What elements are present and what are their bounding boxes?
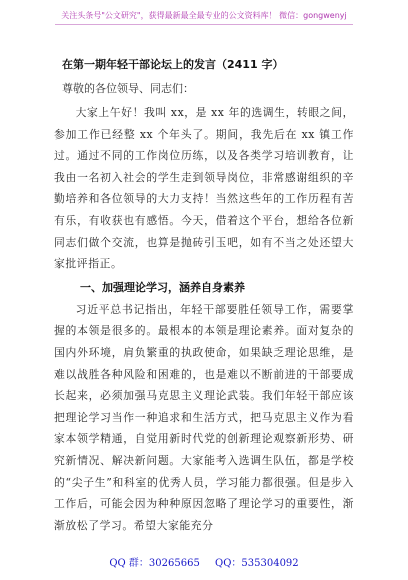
header-banner	[0, 0, 408, 44]
section-heading: 一、加强理论学习，涵养自身素养	[80, 280, 245, 294]
qq-group-2: QQ：535304092	[215, 558, 299, 569]
qq-group-1: QQ 群：30265665	[109, 558, 200, 569]
header-promo-text: 关注头条号"公文研究"，获得最新最全最专业的公文资料库！ 微信：gongwenyj	[55, 10, 353, 25]
footer	[0, 554, 408, 569]
section-paragraph: 习近平总书记指出，年轻干部要胜任领导工作，需要掌握的本领是很多的。最根本的本领是理论素养。面对复杂的国内外环境，肩负繁重的执政使命，如果缺乏理论思维，是难以战胜各种风险和困难的，也是难以不断前进的干部要成长起来，必须加强马克思主义理论武装。我们年轻干部应该把理论学习当作一种追求和生活方式，把马克思主义作为看家本领学精通，自觉用新时代党的创新理论观察新形势、研究新情况、解决新问题。大家能考入选调生队伍，都是学校的“尖子生”和科室的优秀人员，学习能力都很强。但是步入工作后，可能会因为种种原因忽略了理论学习的重要性，渐渐放松了学习。希望大家能充分	[54, 302, 354, 532]
document-title: 在第一期年轻干部论坛上的发言（2411 字）	[62, 58, 284, 71]
document-body	[54, 56, 354, 536]
intro-paragraph: 大家上午好！我叫 xx，是 xx 年的选调生，转眼之间，参加工作已经整 xx 个年头了。期间，我先后在 xx 镇工作过。通过不同的工作岗位历练，以及各类学习培训教育，让我由一名初入社会的学生走到领导岗位，非常感谢组织的辛勤培养和各位领导的大力支持！当然这些年的工作历程有苦有乐，有收获也有感悟。今天，借着这个平台，想给各位新同志们做个交流，也算是抛砖引玉吧，如有不当之处还望大家批评指正。	[54, 106, 354, 271]
greeting: 尊敬的各位领导、同志们：	[62, 82, 194, 95]
